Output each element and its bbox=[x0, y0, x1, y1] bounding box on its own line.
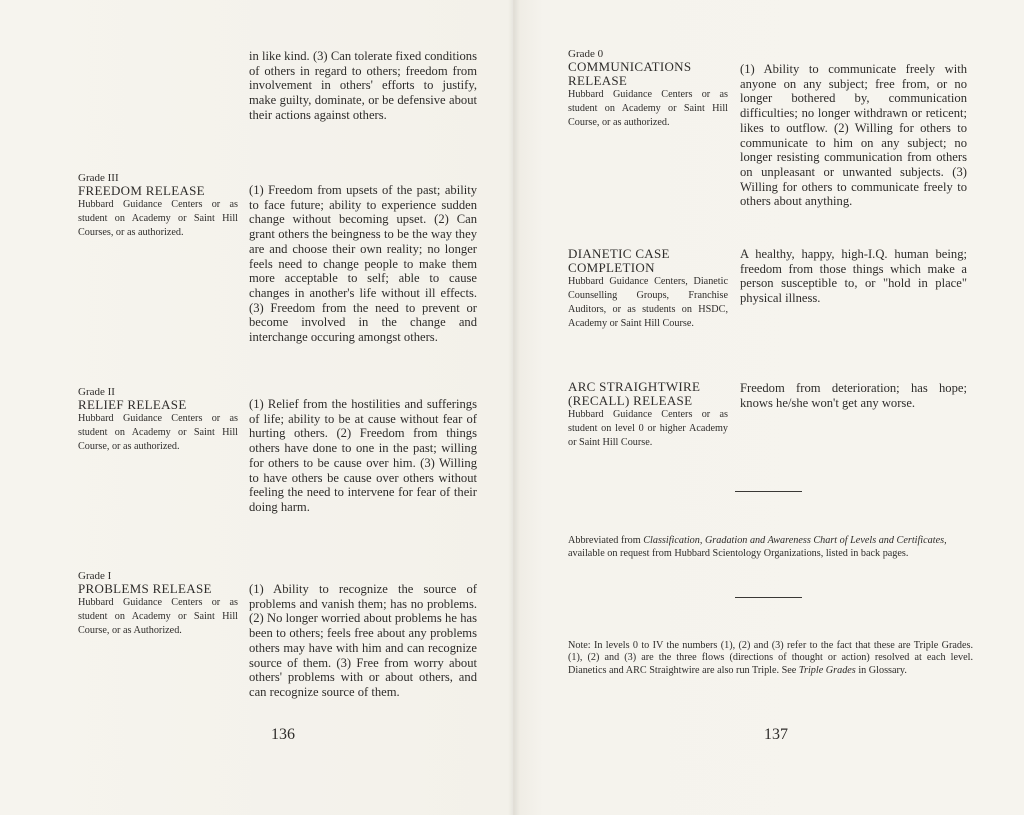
book-gutter bbox=[508, 0, 520, 815]
entry-availability: Hubbard Guidance Centers or as student on level 0 or higher Academy or Saint Hill Course. bbox=[568, 409, 728, 448]
entry-description-freedom-release: (1) Freedom from upsets of the past; ability to face future; ability to experience sudden change without becoming upset. (2) Can grant others the beingness to be the way they are and choose their own reality; no longer feels need to change people to make them more acceptable to self; able to cause changes in another's life without ill effects. (3) Freedom from the need to prevent or become involved in the change and interchange occuring amongst others. bbox=[249, 183, 477, 345]
entry-label-arc-straightwire bbox=[568, 380, 728, 450]
entry-availability: Hubbard Guidance Centers, Dianetic Counselling Groups, Franchise Auditors, or as students on HSDC, Academy or Saint Hill Course. bbox=[568, 276, 728, 329]
entry-title: PROBLEMS RELEASE bbox=[78, 581, 212, 596]
abbreviated-chart-title: Classification, Gradation and Awareness Chart of Levels and Certificates, bbox=[643, 535, 947, 546]
entry-label-communications-release bbox=[568, 48, 728, 130]
entry-availability: Hubbard Guidance Centers or as student on Academy or Saint Hill Course, or as authorized. bbox=[78, 413, 238, 452]
entry-description-communications-release: (1) Ability to communicate freely with anyone on any subject; free from, or no longer bothered by, communication difficulties; no longer withdrawn or reticent; likes to outflow. (2) Willing for others to communicate to him on any subject; no longer resisting communication from others on unpleasant or unwanted subjects. (3) Willing for others to communicate freely to others about anything. bbox=[740, 62, 967, 209]
grade-label: Grade III bbox=[78, 172, 119, 184]
entry-availability: Hubbard Guidance Centers or as student on Academy or Saint Hill Course, or as authorized. bbox=[568, 89, 728, 128]
page-number-left: 136 bbox=[271, 726, 295, 743]
entry-description-problems-release: (1) Ability to recognize the source of problems and vanish them; has no problems. (2) No longer worried about problems he has been to others; feels free about any problems others may have with him and can recognize source of them. (3) Free from worry about others' problems with or about others, and can recognize source of them. bbox=[249, 582, 477, 699]
page-number-right: 137 bbox=[764, 726, 788, 743]
entry-label-dianetic-case-completion bbox=[568, 247, 728, 331]
continuation-text: in like kind. (3) Can tolerate fixed conditions of others in regard to others; freedom from involvement in others' efforts to justify, make guilty, dominate, or be defensive about their actions against others. bbox=[249, 49, 477, 122]
entry-title: DIANETIC CASE COMPLETION bbox=[568, 246, 670, 275]
divider-rule bbox=[735, 597, 802, 598]
entry-description-relief-release: (1) Relief from the hostilities and sufferings of life; ability to be at cause without fear of hurting others. (2) Freedom from things others have done to one in the past; willing for others to be cause over him. (3) Willing to have others be cause over others without feeling the need to intervene for fear of their doing harm. bbox=[249, 397, 477, 514]
triple-grades-note bbox=[568, 640, 973, 677]
note-prefix: Note: In levels 0 to IV the numbers (1), (2) and (3) refer to the fact that these are Triple Grades. (1), (2) and (3) are the three flows (directions of thought or action) resolved at each level. Dianetics and ARC Straightwire are also run Triple. See bbox=[568, 640, 973, 676]
entry-title: FREEDOM RELEASE bbox=[78, 183, 205, 198]
right-page bbox=[513, 0, 1024, 815]
grade-label: Grade II bbox=[78, 386, 115, 398]
entry-label-freedom-release bbox=[78, 172, 238, 240]
entry-availability: Hubbard Guidance Centers or as student on Academy or Saint Hill Courses, or as authorized. bbox=[78, 199, 238, 238]
entry-label-relief-release bbox=[78, 386, 238, 454]
entry-label-problems-release bbox=[78, 570, 238, 638]
grade-label: Grade 0 bbox=[568, 48, 604, 60]
divider-rule bbox=[735, 491, 802, 492]
note-italic-term: Triple Grades bbox=[798, 664, 856, 676]
entry-title: ARC STRAIGHTWIRE (RECALL) RELEASE bbox=[568, 379, 701, 408]
note-suffix: in Glossary. bbox=[855, 664, 907, 676]
abbreviated-source-note bbox=[568, 535, 973, 560]
abbreviated-prefix: Abbreviated from bbox=[568, 535, 644, 546]
entry-title: RELIEF RELEASE bbox=[78, 397, 187, 412]
entry-title: COMMUNICATIONS RELEASE bbox=[568, 59, 692, 88]
entry-description-arc-straightwire: Freedom from deterioration; has hope; knows he/she won't get any worse. bbox=[740, 381, 967, 410]
entry-description-dianetic-case-completion: A healthy, happy, high-I.Q. human being; freedom from those things which make a person susceptible to, or "hold in place" physical illness. bbox=[740, 247, 967, 306]
abbreviated-suffix: available on request from Hubbard Scientology Organizations, listed in back pages. bbox=[568, 547, 909, 559]
grade-label: Grade I bbox=[78, 570, 112, 582]
entry-availability: Hubbard Guidance Centers or as student on Academy or Saint Hill Course, or as Authorized. bbox=[78, 597, 238, 636]
